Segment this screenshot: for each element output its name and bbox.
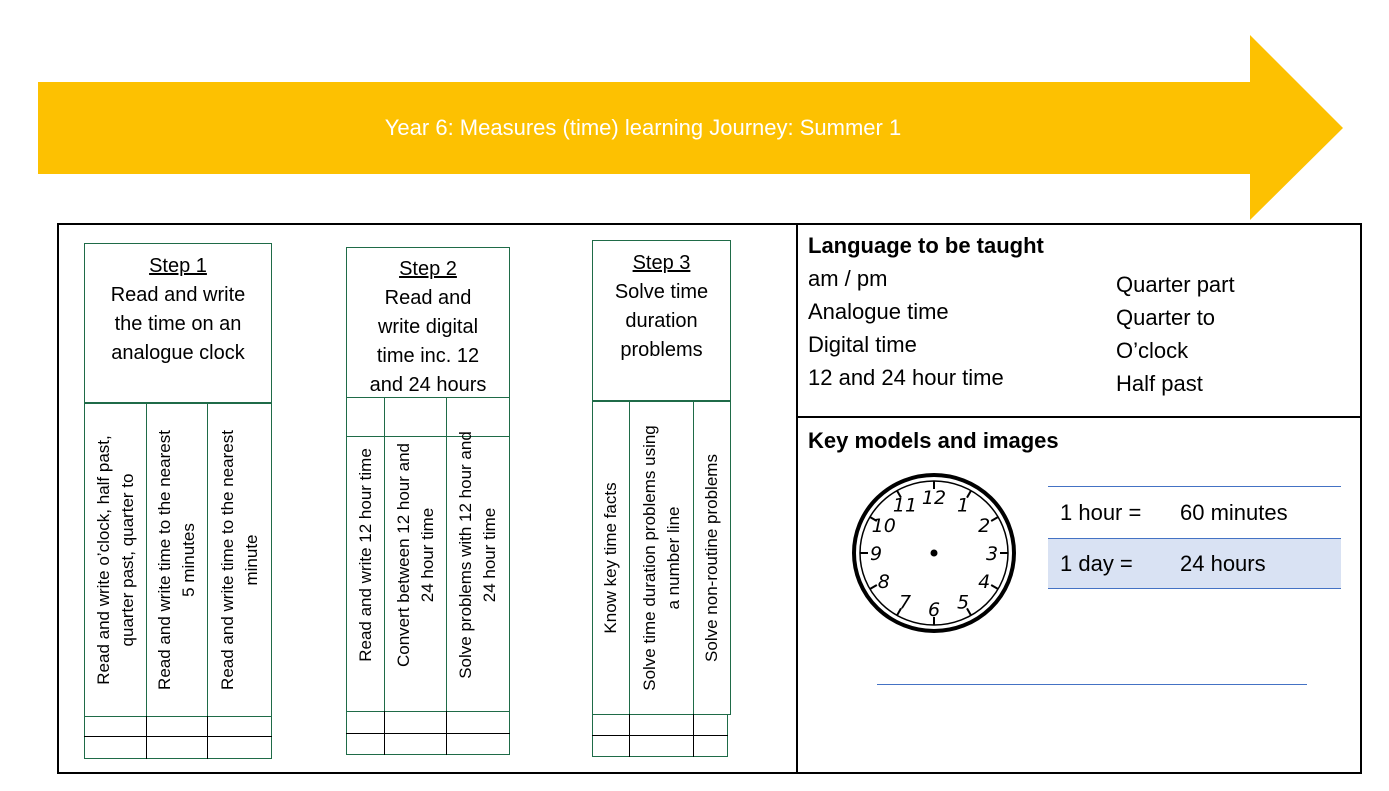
language-heading: Language to be taught <box>808 233 1044 258</box>
step-3-footer-sep-2 <box>693 714 694 757</box>
step-1-column-3-text: Read and write time to the nearest minute <box>217 429 261 690</box>
step-2-column-2-text: Convert between 12 hour and 24 hour time <box>393 442 437 667</box>
step-2-column-2 <box>384 397 447 712</box>
clock-face-image <box>848 470 1020 636</box>
table-bottom-line <box>1048 588 1341 589</box>
step-2-footer-sep-1 <box>384 711 385 755</box>
step-2-desc: Read and write digital time inc. 12 and 24 hours <box>369 287 487 396</box>
step-1-title: Step 1 <box>149 255 207 277</box>
step-1-column-1-text: Read and write o’clock, half past, quarter past, quarter to <box>93 434 137 685</box>
models-heading: Key models and images <box>808 428 1059 453</box>
step-3-footer-sep-1 <box>629 714 630 757</box>
step-1-column-2 <box>146 402 208 717</box>
step-3-column-1-text: Know key time facts <box>601 481 620 634</box>
step-1-footer-sep-2 <box>207 716 208 759</box>
clock-number: 5 <box>956 591 970 614</box>
step-1-desc: Read and write the time on an analogue clock <box>110 284 246 364</box>
clock-number: 8 <box>877 571 890 593</box>
language-item: Quarter part <box>1116 272 1235 297</box>
conversion-table <box>1048 486 1341 590</box>
language-item: Quarter to <box>1116 305 1216 330</box>
step-2-column-1 <box>346 397 385 712</box>
language-item: Half past <box>1116 371 1203 396</box>
step-1-card <box>84 243 272 759</box>
clock-number: 9 <box>869 543 883 565</box>
step-1-footer-sep-1 <box>146 716 147 759</box>
step-2-card <box>346 247 510 757</box>
step-2-footer-divider <box>346 733 510 734</box>
table-cell-right: 60 minutes <box>1180 499 1288 525</box>
clock-number: 4 <box>978 571 991 593</box>
step-2-footer-sep-2 <box>446 711 447 755</box>
clock-number: 7 <box>898 591 912 614</box>
step-1-footer <box>84 716 272 759</box>
table-cell-right: 24 hours <box>1180 550 1266 576</box>
step-3-column-2 <box>629 400 694 715</box>
blank-line <box>877 684 1307 685</box>
step-3-column-3-text: Solve non-routine problems <box>702 453 721 662</box>
clock-number: 3 <box>985 543 999 565</box>
step-1-column-1 <box>84 402 147 717</box>
step-3-column-3 <box>693 400 731 715</box>
step-3-desc: Solve time duration problems <box>614 281 709 361</box>
language-item: O’clock <box>1116 338 1189 363</box>
step-1-header <box>84 243 272 404</box>
table-row <box>1048 487 1341 538</box>
step-3-column-2-text: Solve time duration problems using a number line <box>639 424 683 691</box>
language-item: 12 and 24 hour time <box>808 365 1004 390</box>
banner-title: Year 6: Measures (time) learning Journey: Summer 1 <box>384 115 902 140</box>
step-3-card <box>592 240 731 758</box>
clock-center-dot <box>931 550 938 557</box>
language-item: am / pm <box>808 266 888 291</box>
clock-number: 2 <box>978 515 991 537</box>
step-3-footer-divider <box>592 735 728 736</box>
table-cell-left: 1 day = <box>1060 550 1133 576</box>
clock-number: 12 <box>921 487 947 509</box>
clock-number: 1 <box>956 494 970 517</box>
clock-number: 10 <box>871 515 896 537</box>
step-2-column-3 <box>446 397 510 712</box>
step-3-column-1 <box>592 400 630 715</box>
language-item: Digital time <box>808 332 917 357</box>
step-3-header <box>592 240 731 402</box>
clock-number: 11 <box>892 494 918 517</box>
step-2-column-1-text: Read and write 12 hour time <box>355 447 375 662</box>
step-2-column-3-text: Solve problems with 12 hour and 24 hour time <box>456 430 499 679</box>
language-item: Analogue time <box>808 299 949 324</box>
step-1-column-3 <box>207 402 272 717</box>
table-row <box>1048 539 1341 588</box>
step-3-title: Step 3 <box>632 252 691 274</box>
clock-number: 6 <box>927 599 941 621</box>
step-1-column-2-text: Read and write time to the nearest 5 minutes <box>155 429 198 690</box>
step-1-footer-divider <box>84 736 272 737</box>
section-divider <box>796 416 1362 418</box>
step-2-title: Step 2 <box>399 258 457 280</box>
table-cell-left: 1 hour = <box>1060 499 1142 525</box>
